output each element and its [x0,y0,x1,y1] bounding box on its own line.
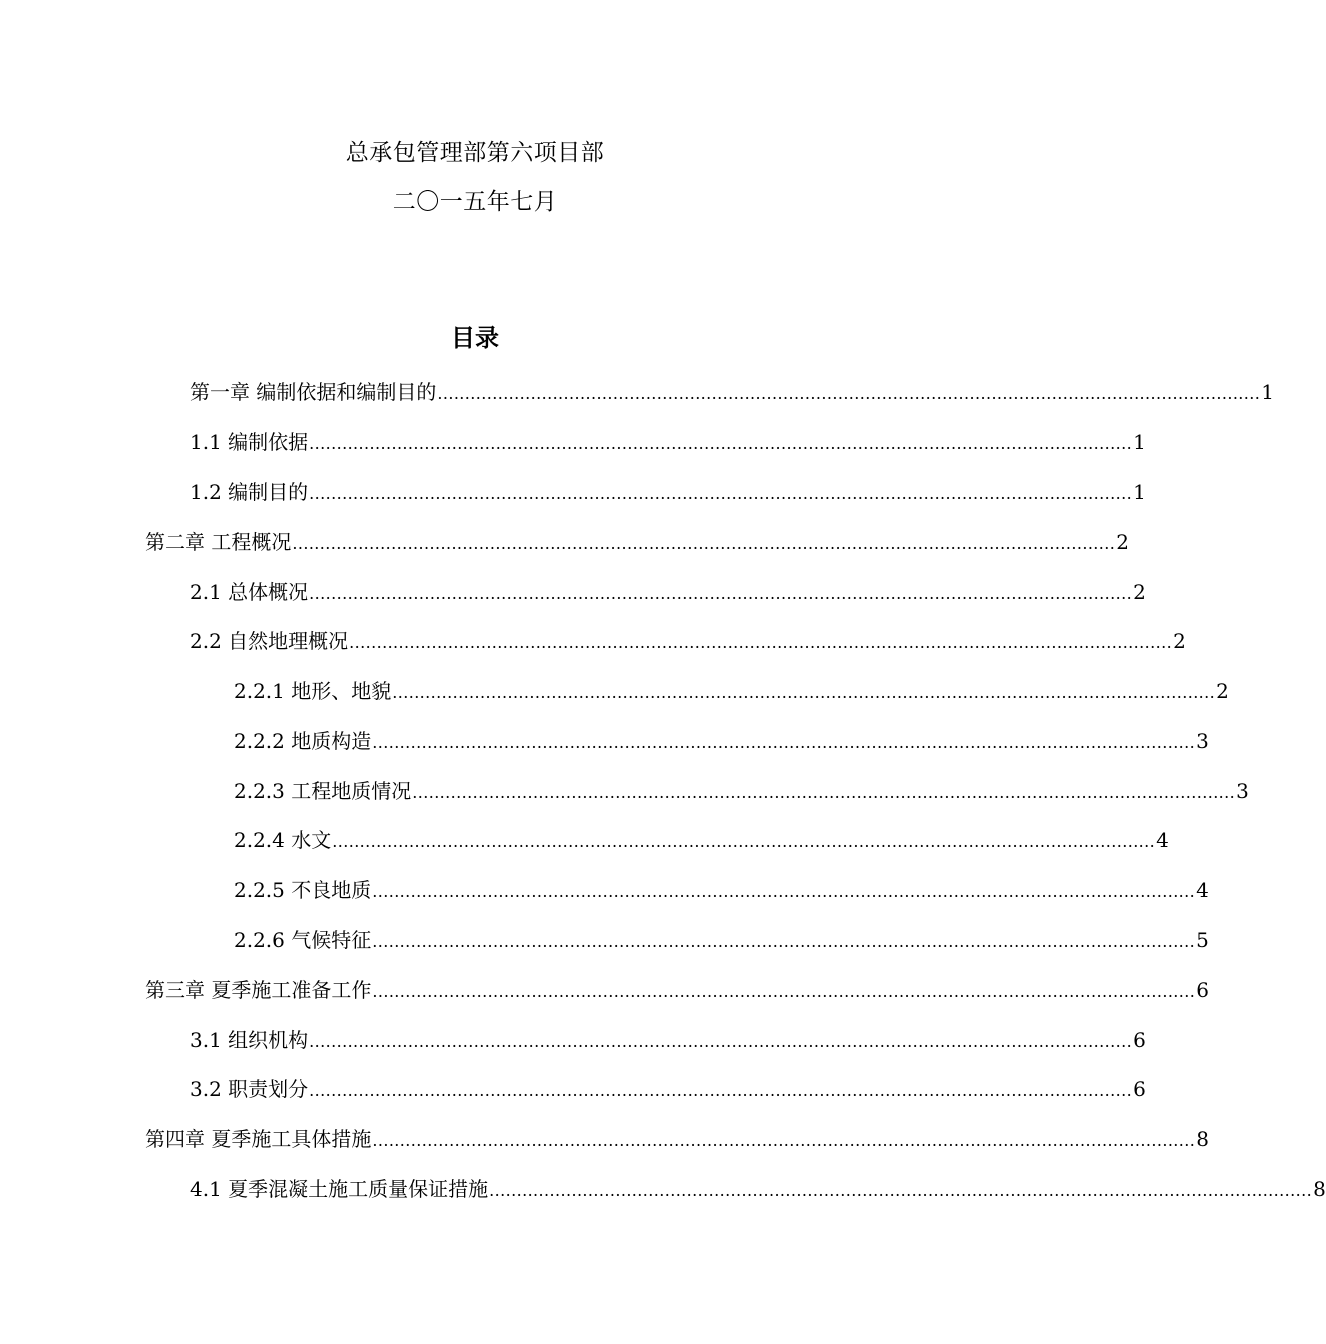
toc-page-number: 2 [1173,629,1186,653]
toc-entry-4-1[interactable] [190,1174,1326,1204]
toc-entry-2-2-4[interactable] [234,825,1169,855]
toc-entry-1-1[interactable] [190,427,1146,457]
toc-page-number: 1 [1133,480,1146,504]
toc-entry-label: 1.2 编制目的 [190,480,309,504]
toc-entry-label: 2.2.4 水文 [234,828,332,852]
toc-dot-leader: ...................................................................................................................................................... [292,534,1116,553]
toc-page-number: 6 [1133,1028,1146,1052]
toc-dot-leader: ...................................................................................................................................................... [349,633,1173,652]
toc-dot-leader: ...................................................................................................................................................... [332,832,1156,851]
toc-entry-label: 第一章 编制依据和编制目的 [190,380,437,404]
toc-entry-chapter-2[interactable] [145,527,1129,557]
toc-page-number: 2 [1216,679,1229,703]
toc-page-number: 5 [1196,928,1209,952]
toc-dot-leader: ...................................................................................................................................................... [309,484,1133,503]
toc-entry-2-2-6[interactable] [234,925,1209,955]
toc-entry-2-2-3[interactable] [234,776,1249,806]
toc-dot-leader: ...................................................................................................................................................... [309,434,1133,453]
toc-entry-label: 第四章 夏季施工具体措施 [145,1127,372,1151]
toc-entry-2-2-1[interactable] [234,676,1229,706]
toc-dot-leader: ...................................................................................................................................................... [372,932,1196,951]
toc-page-number: 4 [1156,828,1169,852]
toc-dot-leader: ...................................................................................................................................................... [372,882,1196,901]
toc-entry-2-2[interactable] [190,626,1186,656]
organization-title: 总承包管理部第六项目部 [345,140,605,166]
toc-dot-leader: ...................................................................................................................................................... [412,783,1236,802]
toc-entry-2-2-2[interactable] [234,726,1209,756]
toc-page-number: 1 [1261,380,1274,404]
toc-page-number: 2 [1133,580,1146,604]
toc-entry-label: 第二章 工程概况 [145,530,292,554]
toc-entry-2-1[interactable] [190,577,1146,607]
toc-entry-3-2[interactable] [190,1074,1146,1104]
toc-dot-leader: ...................................................................................................................................................... [372,1131,1196,1150]
toc-page-number: 1 [1133,430,1146,454]
toc-entry-2-2-5[interactable] [234,875,1209,905]
toc-entry-label: 1.1 编制依据 [190,430,309,454]
toc-page-number: 3 [1236,779,1249,803]
toc-entry-label: 第三章 夏季施工准备工作 [145,978,372,1002]
toc-entry-label: 4.1 夏季混凝土施工质量保证措施 [190,1177,489,1201]
toc-page-number: 8 [1196,1127,1209,1151]
toc-entry-label: 2.2.2 地质构造 [234,729,372,753]
toc-entry-label: 2.2 自然地理概况 [190,629,349,653]
toc-dot-leader: ...................................................................................................................................................... [309,1081,1133,1100]
toc-dot-leader: ...................................................................................................................................................... [372,982,1196,1001]
toc-dot-leader: ...................................................................................................................................................... [392,683,1216,702]
toc-dot-leader: ...................................................................................................................................................... [437,384,1261,403]
toc-entry-label: 3.2 职责划分 [190,1077,309,1101]
document-date: 二〇一五年七月 [392,189,558,215]
toc-heading: 目录 [451,324,499,352]
toc-page-number: 2 [1116,530,1129,554]
toc-entry-chapter-3[interactable] [145,975,1209,1005]
toc-page-number: 4 [1196,878,1209,902]
toc-page-number: 6 [1196,978,1209,1002]
toc-dot-leader: ...................................................................................................................................................... [489,1181,1313,1200]
toc-page-number: 3 [1196,729,1209,753]
toc-dot-leader: ...................................................................................................................................................... [309,584,1133,603]
toc-entry-label: 3.1 组织机构 [190,1028,309,1052]
toc-entry-3-1[interactable] [190,1025,1146,1055]
toc-page-number: 8 [1313,1177,1326,1201]
toc-entry-label: 2.2.3 工程地质情况 [234,779,412,803]
toc-entry-label: 2.1 总体概况 [190,580,309,604]
toc-entry-1-2[interactable] [190,477,1146,507]
toc-dot-leader: ...................................................................................................................................................... [372,733,1196,752]
toc-dot-leader: ...................................................................................................................................................... [309,1032,1133,1051]
toc-entry-chapter-1[interactable] [190,377,1274,407]
toc-entry-chapter-4[interactable] [145,1124,1209,1154]
toc-entry-label: 2.2.1 地形、地貌 [234,679,392,703]
toc-entry-label: 2.2.6 气候特征 [234,928,372,952]
toc-page-number: 6 [1133,1077,1146,1101]
toc-entry-label: 2.2.5 不良地质 [234,878,372,902]
